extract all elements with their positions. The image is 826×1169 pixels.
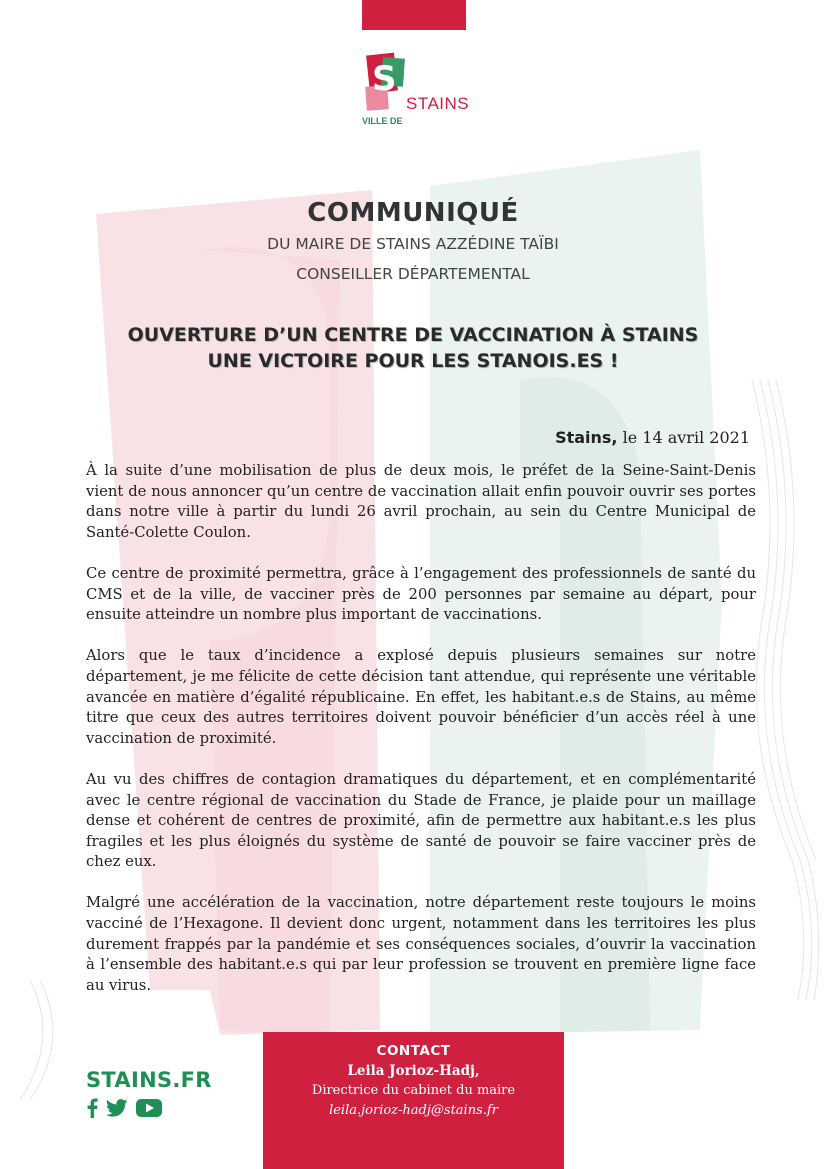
facebook-icon[interactable] xyxy=(86,1098,98,1123)
dateline xyxy=(555,428,750,447)
logo-city-label: STAINS xyxy=(406,94,470,113)
subtitle-line-1: DU MAIRE DE STAINS AZZÉDINE TAÏBI xyxy=(267,235,559,253)
contact-email-link[interactable]: leila.jorioz-hadj@stains.fr xyxy=(329,1103,498,1118)
communique-header xyxy=(0,198,826,288)
social-links xyxy=(86,1098,162,1123)
page-title: COMMUNIQUÉ xyxy=(307,198,519,228)
logo-ville-label: VILLE DE xyxy=(362,116,403,126)
youtube-icon[interactable] xyxy=(136,1099,162,1122)
paragraph: Alors que le taux d’incidence a explosé depuis plusieurs semaines sur notre département, je me félicite de cette décision tant attendue, qui représente une véritable avancée en matière d’égalité républicaine. En effet, les habitant.e.s de Stains, au même titre que ceux des autres territoires doivent pouvoir bénéficier d’un accès réel à une vaccination de proximité. xyxy=(86,647,756,747)
contact-name: Leila Jorioz-Hadj, xyxy=(347,1063,480,1079)
contact-box xyxy=(263,1032,564,1169)
dateline-date: le 14 avril 2021 xyxy=(622,428,750,447)
body-text xyxy=(86,461,756,1017)
headline xyxy=(0,322,826,374)
paragraph: Ce centre de proximité permettra, grâce à l’engagement des professionnels de santé du CMS et de la ville, de vacciner près de 200 personnes par semaine au départ, pour ensuite atteindre un nombre plus important de vaccinations. xyxy=(86,564,756,624)
dateline-place: Stains, xyxy=(555,428,618,447)
headline-line-1: OUVERTURE D’UN CENTRE DE VACCINATION À STAINS xyxy=(127,324,699,346)
contact-role: Directrice du cabinet du maire xyxy=(311,1083,516,1098)
paragraph: Au vu des chiffres de contagion dramatiques du département, et en complémentarité avec le centre régional de vaccination du Stade de France, je plaide pour un maillage dense et cohérent de centres de proximité, afin de permettre aux habitant.e.s les plus fragiles et les plus éloignés du système de santé de pouvoir se faire vacciner près de chez eux. xyxy=(86,770,756,871)
subtitle-line-2: CONSEILLER DÉPARTEMENTAL xyxy=(296,265,530,283)
svg-text:S: S xyxy=(372,59,397,99)
paragraph: Malgré une accélération de la vaccination, notre département reste toujours le moins vacciné de l’Hexagone. Il devient donc urgent, notamment dans les territoires les plus durement frappés par la pandémie et ses conséquences sociales, d’ouvrir la vaccination à l’ensemble des habitant.e.s qui par leur profession se trouvent en première ligne face au virus. xyxy=(86,894,756,994)
contact-title: CONTACT xyxy=(376,1043,451,1059)
paragraph: À la suite d’une mobilisation de plus de deux mois, le préfet de la Seine-Saint-Denis vient de nous annoncer qu’un centre de vaccination allait enfin pouvoir ouvrir ses portes dans notre ville à partir du lundi 26 avril prochain, au sein du Centre Municipal de Santé-Colette Coulon. xyxy=(86,462,756,541)
twitter-icon[interactable] xyxy=(106,1099,128,1122)
site-link[interactable]: STAINS.FR xyxy=(86,1068,212,1092)
headline-line-2: UNE VICTOIRE POUR LES STANOIS.ES ! xyxy=(207,350,619,372)
